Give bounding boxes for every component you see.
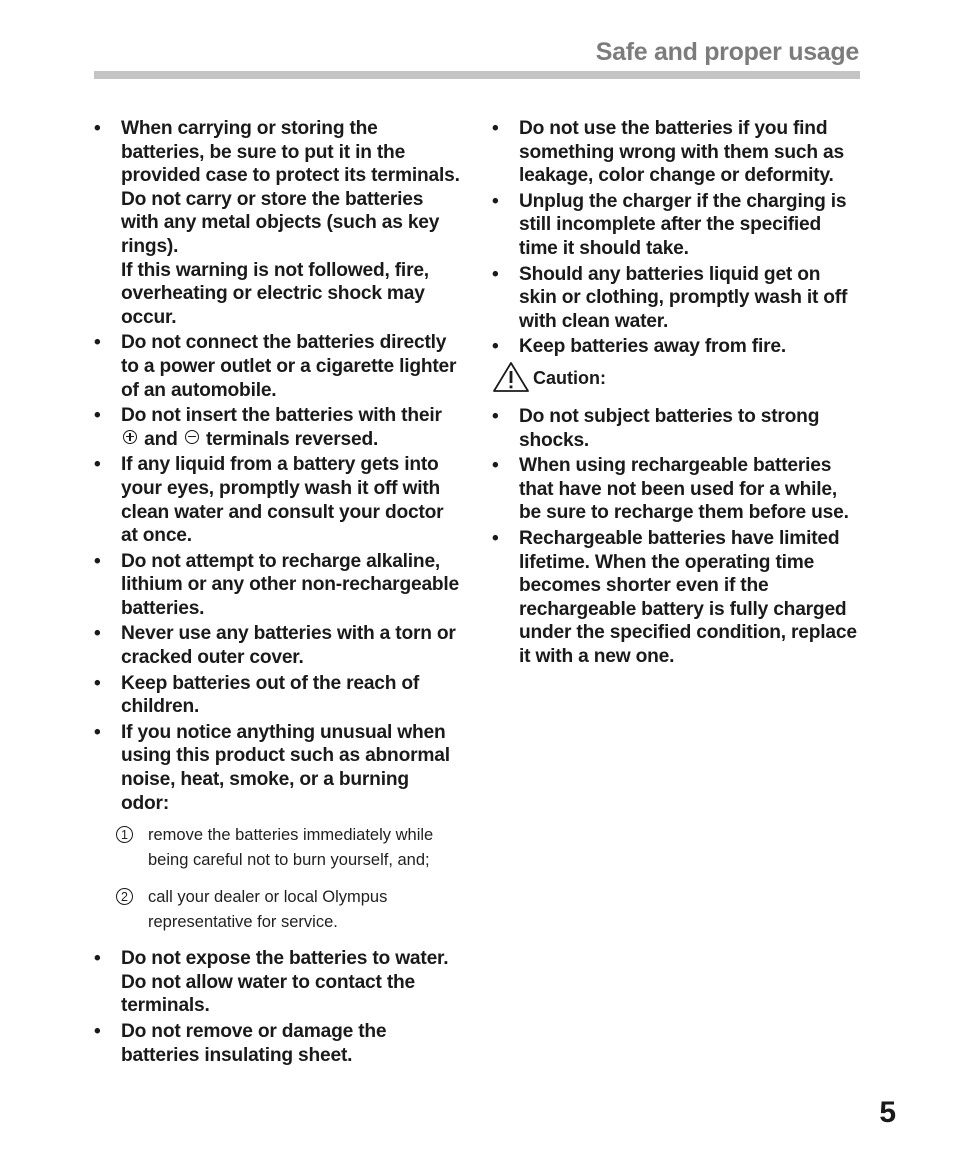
caution-bullet-list bbox=[492, 405, 860, 669]
item-text: Do not subject batteries to strong shocks. bbox=[519, 405, 820, 451]
list-item bbox=[492, 117, 860, 188]
item-text: Never use any batteries with a torn or cracked outer cover. bbox=[121, 623, 456, 669]
list-item bbox=[492, 454, 860, 525]
list-item bbox=[94, 453, 462, 547]
bullet-dot: • bbox=[94, 672, 101, 694]
right-column bbox=[492, 117, 860, 670]
bullet-dot: • bbox=[94, 550, 101, 572]
plus-terminal-icon bbox=[123, 430, 137, 444]
left-bullet-list bbox=[94, 117, 462, 815]
bullet-dot: • bbox=[94, 454, 101, 476]
item-text: If any liquid from a battery gets into your eyes, promptly wash it off with clean water and consult your doctor at once. bbox=[121, 454, 444, 547]
unusual-steps-list bbox=[94, 823, 462, 935]
item-text: Should any batteries liquid get on skin or clothing, promptly wash it off with clean water. bbox=[519, 263, 848, 332]
item-text: Do not use the batteries if you find something wrong with them such as leakage, color change or deformity. bbox=[519, 118, 844, 187]
bullet-dot: • bbox=[94, 623, 101, 645]
bullet-dot: • bbox=[492, 263, 499, 285]
bullet-dot: • bbox=[94, 721, 101, 743]
bullet-dot: • bbox=[94, 948, 101, 970]
step-number-1: 1 bbox=[116, 826, 133, 843]
item-text-middle: and bbox=[144, 428, 178, 450]
item-text: If you notice anything unusual when using this product such as abnormal noise, heat, smoke, or a burning odor: bbox=[121, 721, 450, 814]
list-item bbox=[492, 190, 860, 261]
page-header-title: Safe and proper usage bbox=[595, 38, 859, 66]
bullet-dot: • bbox=[492, 405, 499, 427]
header-rule bbox=[94, 71, 860, 79]
item-text: Do not remove or damage the batteries insulating sheet. bbox=[121, 1021, 387, 1066]
list-item bbox=[94, 721, 462, 815]
item-text: When carrying or storing the batteries, be sure to put it in the provided case to protect its terminals. Do not carry or store the batteries with any metal objects (such as key rings). bbox=[121, 118, 460, 257]
step-text: call your dealer or local Olympus representative for service. bbox=[148, 888, 388, 932]
item-text: Unplug the charger if the charging is still incomplete after the specified time it should take. bbox=[519, 190, 847, 259]
item-text: Do not connect the batteries directly to a power outlet or a cigarette lighter of an automobile. bbox=[121, 332, 457, 401]
step-item bbox=[94, 885, 462, 935]
left-column bbox=[94, 117, 462, 1069]
item-text-before: Do not insert the batteries with their bbox=[121, 405, 442, 427]
list-item bbox=[492, 527, 860, 669]
list-item bbox=[94, 622, 462, 669]
caution-heading bbox=[492, 361, 860, 395]
list-item bbox=[492, 263, 860, 334]
page-number: 5 bbox=[879, 1096, 896, 1129]
item-text-after: terminals reversed. bbox=[205, 428, 379, 450]
list-item bbox=[94, 550, 462, 621]
list-item bbox=[94, 404, 462, 451]
bullet-dot: • bbox=[492, 118, 499, 139]
list-item bbox=[492, 335, 860, 359]
list-item bbox=[94, 672, 462, 719]
bullet-dot: • bbox=[492, 455, 499, 477]
left-bullet-list-continued bbox=[94, 947, 462, 1067]
item-text: When using rechargeable batteries that have not been used for a while, be sure to recharge them before use. bbox=[519, 455, 849, 524]
list-item bbox=[94, 117, 462, 329]
item-text: Rechargeable batteries have limited lifetime. When the operating time becomes shorter even if the rechargeable battery is fully charged under the specified condition, replace it with a new one. bbox=[519, 527, 857, 667]
step-text: remove the batteries immediately while being careful not to burn yourself, and; bbox=[148, 826, 434, 870]
item-text: Do not expose the batteries to water. Do not allow water to contact the terminals. bbox=[121, 948, 449, 1017]
bullet-dot: • bbox=[492, 527, 499, 549]
step-item bbox=[94, 823, 462, 873]
item-warning-note: If this warning is not followed, fire, overheating or electric shock may occur. bbox=[121, 259, 429, 328]
caution-label: Caution: bbox=[533, 367, 606, 388]
item-text: Keep batteries out of the reach of children. bbox=[121, 672, 420, 718]
bullet-dot: • bbox=[94, 405, 101, 427]
bullet-dot: • bbox=[492, 190, 499, 212]
list-item bbox=[492, 405, 860, 452]
bullet-dot: • bbox=[94, 1021, 101, 1042]
item-text: Do not attempt to recharge alkaline, lithium or any other non-rechargeable batteries. bbox=[121, 550, 460, 619]
step-number-2: 2 bbox=[116, 888, 133, 905]
bullet-dot: • bbox=[492, 336, 499, 358]
item-text: Keep batteries away from fire. bbox=[519, 336, 786, 358]
right-bullet-list bbox=[492, 117, 860, 359]
bullet-dot: • bbox=[94, 332, 101, 354]
bullet-dot: • bbox=[94, 118, 101, 139]
warning-triangle-icon bbox=[492, 361, 530, 393]
list-item bbox=[94, 947, 462, 1018]
list-item bbox=[94, 331, 462, 402]
minus-terminal-icon bbox=[185, 430, 199, 444]
list-item bbox=[94, 1020, 462, 1067]
